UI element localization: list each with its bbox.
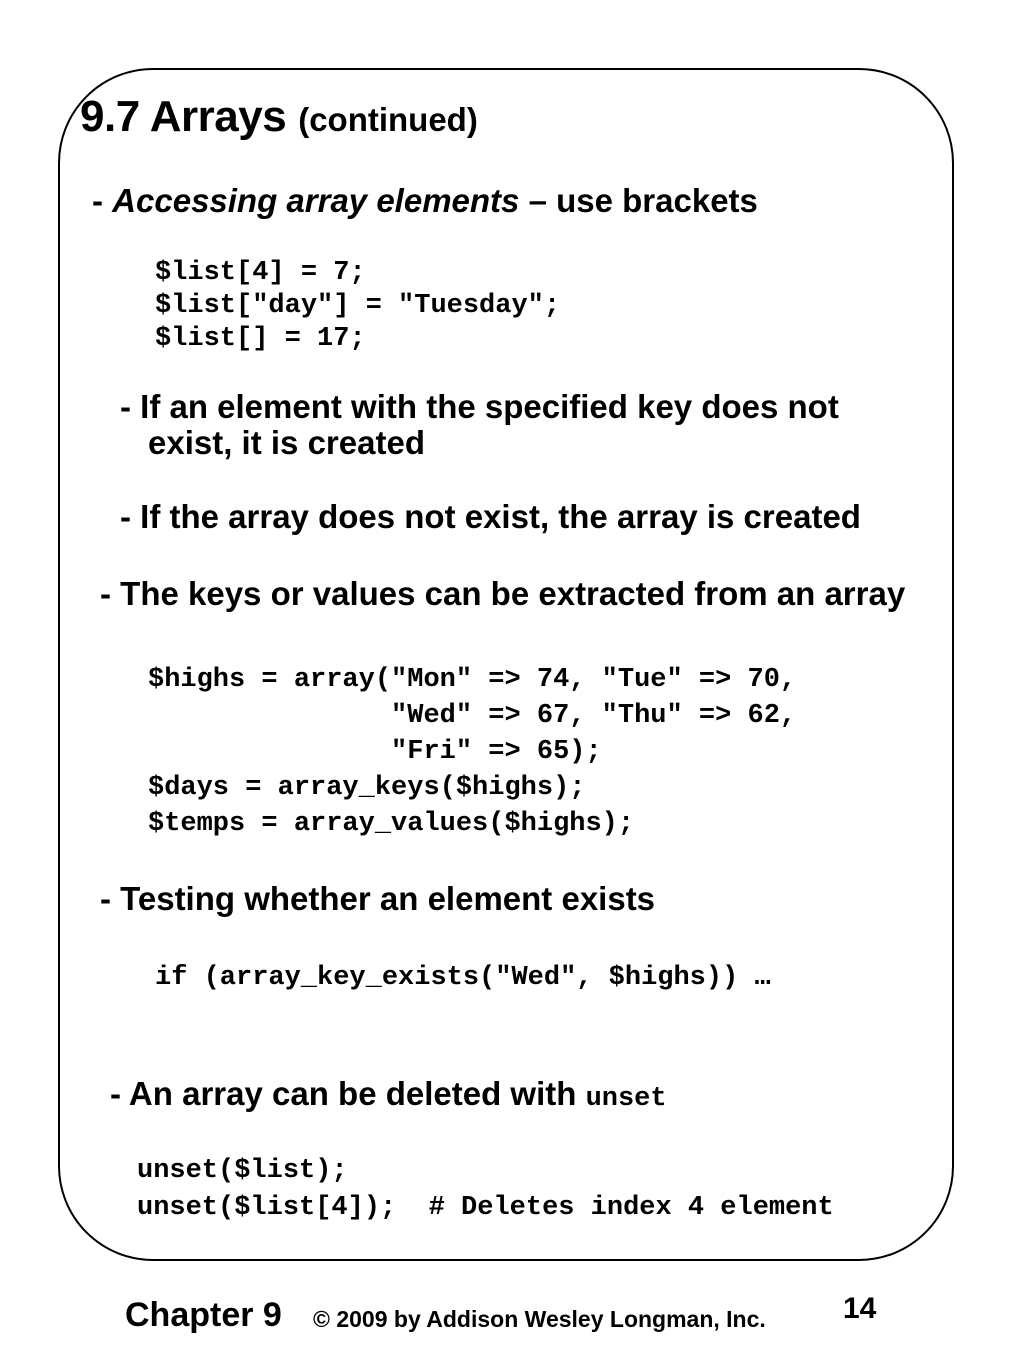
code-extract-block [148,662,796,842]
code-line: $days = array_keys($highs); [148,773,586,803]
footer-chapter: Chapter 9 [125,1296,282,1334]
bullet-accessing-italic: Accessing array elements [112,182,520,219]
code-exists-line: if (array_key_exists("Wed", $highs)) … [155,963,771,993]
code-line: $list[] = 17; [155,324,366,354]
code-line: $highs = array("Mon" => 74, "Tue" => 70, [148,665,797,695]
bullet-exists: - Testing whether an element exists [100,880,656,917]
code-line: "Wed" => 67, "Thu" => 62, [148,701,797,731]
code-line: $list[4] = 7; [155,258,366,288]
title-main: 9.7 Arrays [80,92,287,141]
bullet-extract: - The keys or values can be extracted from an array [100,575,906,612]
code-line: $temps = array_values($highs); [148,809,635,839]
code-unset-block [137,1153,834,1227]
bullet-key-created-line1: - If an element with the specified key does not [120,388,839,425]
bullet-accessing: - Accessing array elements – use brackets [92,182,758,219]
code-access-block [155,257,560,356]
slide-title [80,92,478,141]
page-number: 14 [843,1292,877,1325]
code-line: "Fri" => 65); [148,737,602,767]
code-line: unset($list[4]); # Deletes index 4 element [137,1193,834,1223]
bullet-array-created: - If the array does not exist, the array is created [120,498,861,535]
unset-keyword: unset [585,1084,667,1114]
bullet-key-created-line2: exist, it is created [148,424,425,461]
code-line: unset($list); [137,1156,348,1186]
code-line: $list["day"] = "Tuesday"; [155,291,561,321]
title-suffix: (continued) [298,101,478,138]
footer-copyright: © 2009 by Addison Wesley Longman, Inc. [313,1306,766,1332]
bullet-unset: - An array can be deleted with unset [110,1075,667,1114]
